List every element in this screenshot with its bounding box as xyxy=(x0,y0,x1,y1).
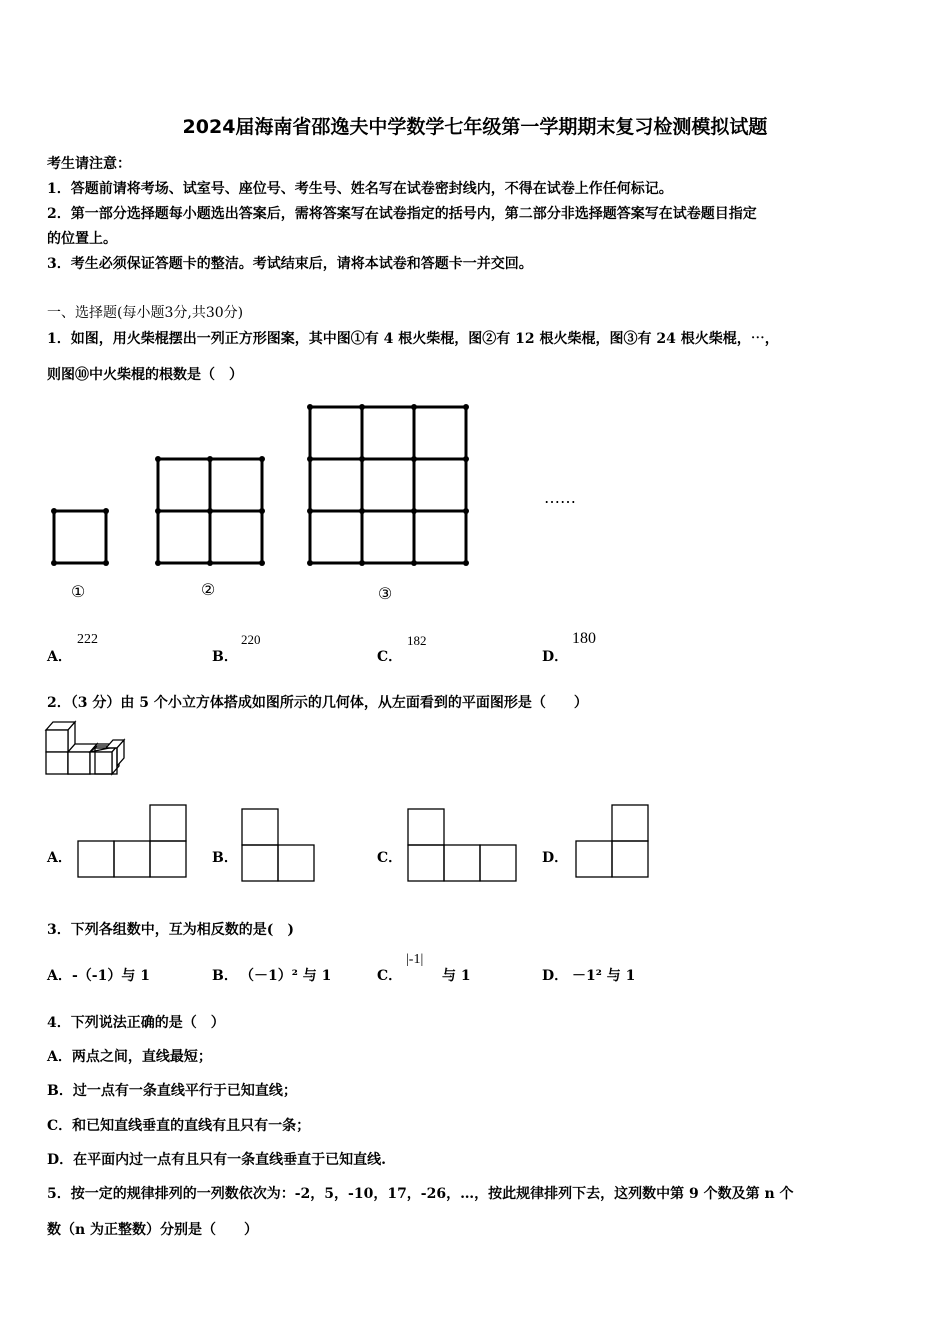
q2-option-c-letter: C． xyxy=(377,850,403,866)
q3-option-a-letter: A． xyxy=(47,968,72,984)
notice-item: 的位置上。 xyxy=(47,231,117,247)
q4-option-b: B．过一点有一条直线平行于已知直线； xyxy=(47,1083,297,1099)
q4-option-d: D．在平面内过一点有且只有一条直线垂直于已知直线. xyxy=(47,1152,387,1168)
figure-label-1: ① xyxy=(70,582,86,601)
q4-option-a: A．两点之间，直线最短； xyxy=(47,1049,212,1065)
q3-option-c-abs: |-1| xyxy=(406,952,424,967)
q3-stem: 3．下列各组数中，互为相反数的是( ) xyxy=(47,922,294,938)
q1-stem-2: 则图⑩中火柴棍的根数是（ ） xyxy=(47,367,243,383)
q3-option-b-letter: B． xyxy=(212,968,238,984)
q4-stem: 4．下列说法正确的是（ ） xyxy=(47,1015,225,1031)
q3-option-b-text: （－1）² 与 1 xyxy=(240,968,332,984)
q2-option-b-figure xyxy=(238,805,328,885)
q1-option-b-value: 220 xyxy=(241,632,261,647)
section-heading: 一、选择题(每小题3分,共30分) xyxy=(47,305,244,321)
cube-solid-figure xyxy=(44,718,134,778)
q4-option-c: C．和已知直线垂直的直线有且只有一条； xyxy=(47,1118,311,1134)
q1-option-a-value: 222 xyxy=(77,632,98,647)
notice-heading: 考生请注意： xyxy=(47,156,131,172)
figure-label-2: ② xyxy=(200,580,216,599)
q2-option-a-letter: A． xyxy=(47,850,72,866)
q2-option-a-figure xyxy=(72,805,192,885)
q3-option-a-text: -（-1）与 1 xyxy=(72,968,150,984)
q3-option-d-text: －1² 与 1 xyxy=(572,968,636,984)
q1-option-d-letter: D． xyxy=(542,649,569,665)
q2-option-c-figure xyxy=(404,805,524,885)
notice-item: 3．考生必须保证答题卡的整洁。考试结束后，请将本试卷和答题卡一并交回。 xyxy=(47,256,533,272)
q1-option-d-value: 180 xyxy=(572,630,596,647)
q3-option-d-letter: D． xyxy=(542,968,569,984)
q2-option-d-letter: D． xyxy=(542,850,569,866)
q1-stem: 1．如图，用火柴棍摆出一列正方形图案，其中图①有 4 根火柴棍，图②有 12 根火柴棍，图③有 24 根火柴棍，⋯， xyxy=(47,331,779,347)
notice-item: 2．第一部分选择题每小题选出答案后，需将答案写在试卷指定的括号内，第二部分非选择题答案写在试卷题目指定 xyxy=(47,206,757,222)
q1-option-c-value: 182 xyxy=(407,633,427,648)
q3-option-c-text: 与 1 xyxy=(442,968,471,984)
q2-option-b-letter: B． xyxy=(212,850,238,866)
q2-option-d-figure xyxy=(572,803,662,883)
q3-option-c-letter: C． xyxy=(377,968,403,984)
notice-item: 1．答题前请将考场、试室号、座位号、考生号、姓名写在试卷密封线内，不得在试卷上作任何标记。 xyxy=(47,181,673,197)
matchstick-figures xyxy=(40,395,600,615)
q5-stem-2: 数（n 为正整数）分别是（ ） xyxy=(47,1222,259,1238)
page-title: 2024届海南省邵逸夫中学数学七年级第一学期期末复习检测模拟试题 xyxy=(182,116,768,138)
q1-option-a-letter: A． xyxy=(47,649,72,665)
q5-stem: 5．按一定的规律排列的一列数依次为：-2，5，-10，17，-26，…，按此规律排列下去，这列数中第 9 个数及第 n 个 xyxy=(47,1186,794,1202)
figure-ellipsis: …… xyxy=(544,488,576,507)
q1-option-b-letter: B． xyxy=(212,649,238,665)
q2-stem: 2．（3 分）由 5 个小立方体搭成如图所示的几何体，从左面看到的平面图形是（ ） xyxy=(47,695,588,711)
q1-option-c-letter: C． xyxy=(377,649,403,665)
figure-label-3: ③ xyxy=(377,584,393,603)
